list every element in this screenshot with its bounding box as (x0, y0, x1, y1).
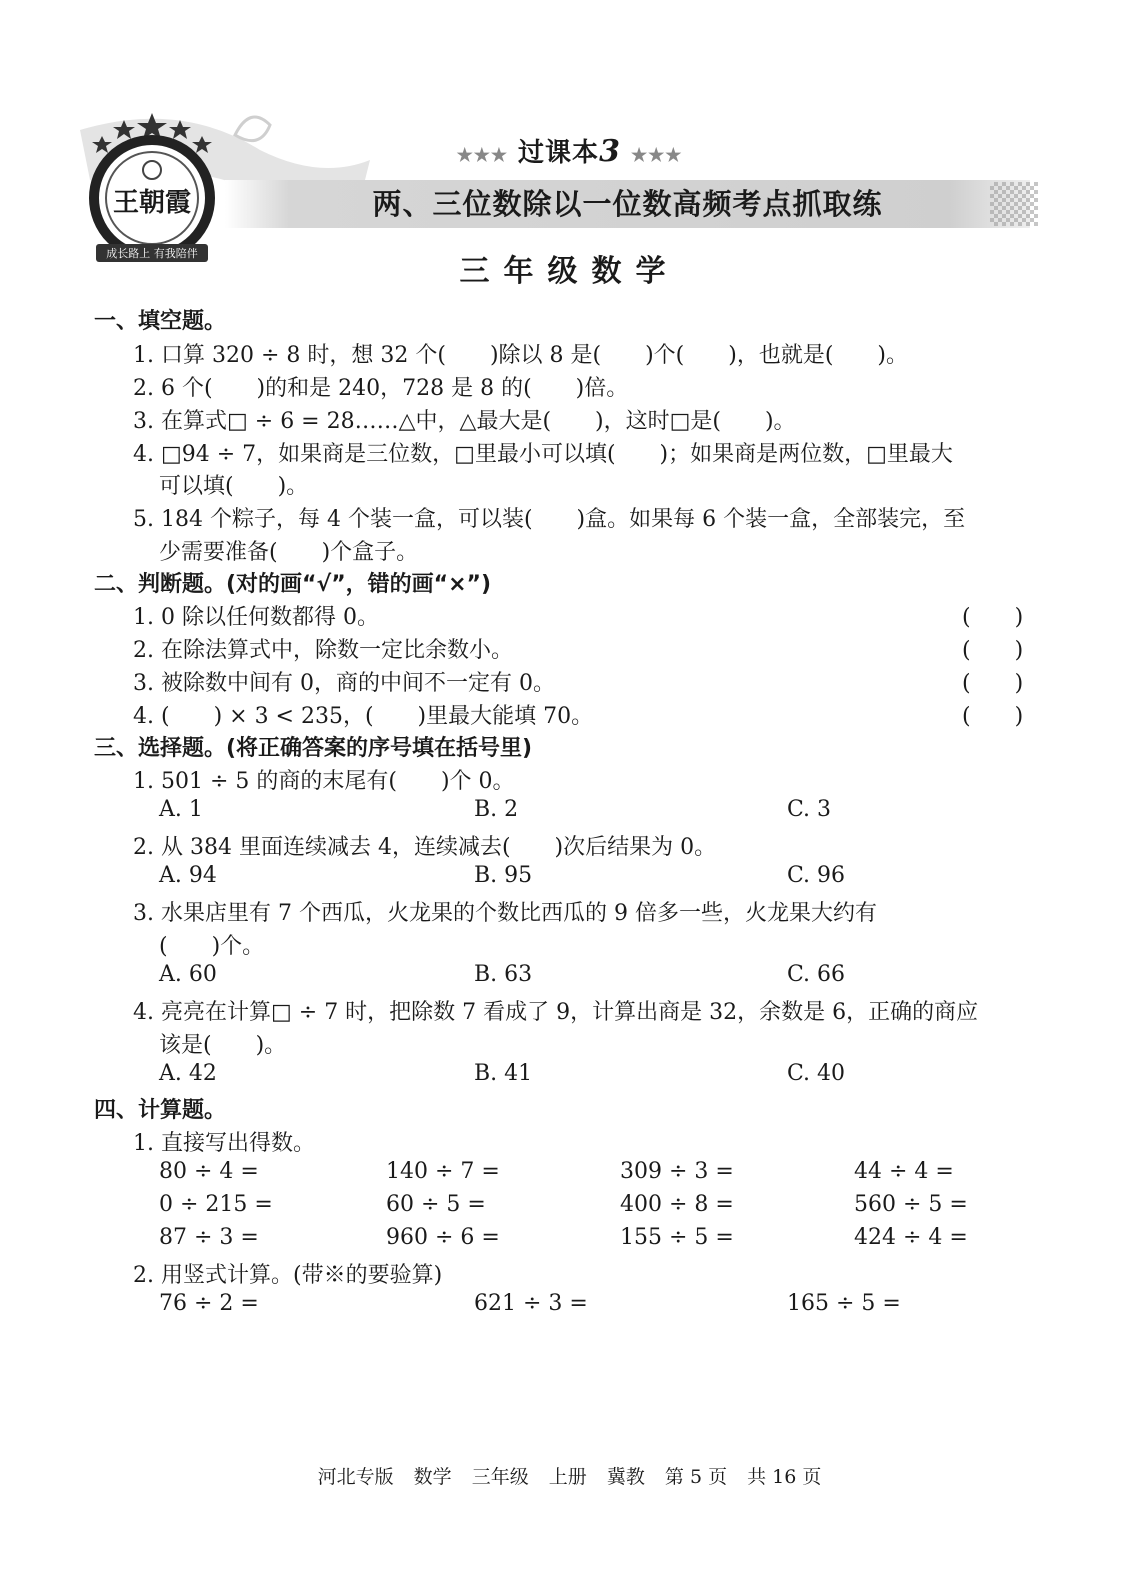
judge-answer-bracket-1: ( ) (962, 605, 1024, 630)
calc-item: 87 ÷ 3 = (159, 1225, 259, 1250)
judge-question-3: 3. 被除数中间有 0，商的中间不一定有 0。 (133, 671, 555, 696)
vertical-calc-item: 76 ÷ 2 = (159, 1291, 259, 1316)
subject-title: 三年级数学 (459, 254, 680, 289)
choice-question-3: 3. 水果店里有 7 个西瓜，火龙果的个数比西瓜的 9 倍多一些，火龙果大约有 (133, 901, 877, 926)
section3-heading: 三、选择题。(将正确答案的序号填在括号里) (94, 736, 533, 761)
section4-heading: 四、计算题。 (94, 1098, 227, 1123)
series-title-text: 过课本 (518, 138, 600, 168)
footer-grade: 三年级 (471, 1466, 529, 1488)
choice-question-1: 1. 501 ÷ 5 的商的末尾有( )个 0。 (133, 769, 515, 794)
judge-question-2: 2. 在除法算式中，除数一定比余数小。 (133, 638, 513, 663)
judge-answer-bracket-2: ( ) (962, 638, 1024, 663)
calc-item: 44 ÷ 4 = (854, 1159, 954, 1184)
fill-question-4-cont: 可以填( )。 (159, 474, 309, 499)
footer-publisher: 冀教 (606, 1466, 645, 1488)
fill-question-3: 3. 在算式□ ÷ 6 = 28……△中，△最大是( )，这时□是( )。 (133, 409, 796, 434)
choice-question-2: 2. 从 384 里面连续减去 4，连续减去( )次后结果为 0。 (133, 835, 717, 860)
calc-sub2-heading: 2. 用竖式计算。(带※的要验算) (133, 1263, 443, 1288)
logo-brand-text: 王朝霞 (112, 188, 191, 218)
calc-item: 0 ÷ 215 = (159, 1192, 273, 1217)
judge-answer-bracket-4: ( ) (962, 704, 1024, 729)
choice-3-option-c: C. 66 (787, 962, 846, 987)
fill-question-4: 4. □94 ÷ 7，如果商是三位数，□里最小可以填( )；如果商是两位数，□里最大 (133, 442, 953, 467)
calc-item: 155 ÷ 5 = (620, 1225, 734, 1250)
choice-4-option-a: A. 42 (159, 1061, 217, 1086)
logo-motto: 成长路上 有我陪伴 (106, 247, 198, 260)
choice-2-option-c: C. 96 (787, 863, 846, 888)
choice-2-option-a: A. 94 (159, 863, 217, 888)
choice-question-4: 4. 亮亮在计算□ ÷ 7 时，把除数 7 看成了 9，计算出商是 32，余数是 6，正确的商应 (133, 1000, 979, 1025)
stars-right-icon: ★★★ (631, 145, 683, 166)
calc-item: 960 ÷ 6 = (386, 1225, 500, 1250)
calc-item: 400 ÷ 8 = (620, 1192, 734, 1217)
fill-question-5-cont: 少需要准备( )个盒子。 (159, 540, 419, 565)
choice-1-option-a: A. 1 (159, 797, 203, 822)
footer-page-total: 共 16 页 (747, 1466, 822, 1488)
vertical-calc-item: 621 ÷ 3 = (474, 1291, 588, 1316)
calc-item: 560 ÷ 5 = (854, 1192, 968, 1217)
choice-question-4-cont: 该是( )。 (159, 1033, 287, 1058)
page-footer (0, 1462, 1139, 1489)
choice-4-option-b: B. 41 (474, 1061, 533, 1086)
choice-question-3-cont: ( )个。 (159, 934, 265, 959)
calc-item: 80 ÷ 4 = (159, 1159, 259, 1184)
section1-heading: 一、填空题。 (94, 309, 227, 334)
calc-item: 309 ÷ 3 = (620, 1159, 734, 1184)
fill-question-1: 1. 口算 320 ÷ 8 时，想 32 个( )除以 8 是( )个( )，也就是( )。 (133, 343, 909, 368)
choice-1-option-b: B. 2 (474, 797, 519, 822)
calc-item: 60 ÷ 5 = (386, 1192, 486, 1217)
series-title (0, 132, 1139, 169)
vertical-calc-item: 165 ÷ 5 = (787, 1291, 901, 1316)
main-title: 两、三位数除以一位数高频考点抓取练 (372, 187, 883, 221)
footer-page-number: 第 5 页 (664, 1466, 728, 1488)
stars-left-icon: ★★★ (456, 145, 508, 166)
section2-heading: 二、判断题。(对的画“√”，错的画“×”) (94, 572, 492, 597)
choice-3-option-a: A. 60 (159, 962, 217, 987)
choice-3-option-b: B. 63 (474, 962, 533, 987)
judge-question-4: 4. ( ) × 3 < 235，( )里最大能填 70。 (133, 704, 594, 729)
calc-item: 140 ÷ 7 = (386, 1159, 500, 1184)
choice-1-option-c: C. 3 (787, 797, 832, 822)
judge-answer-bracket-3: ( ) (962, 671, 1024, 696)
footer-edition: 河北专版 (317, 1466, 394, 1488)
calc-item: 424 ÷ 4 = (854, 1225, 968, 1250)
choice-4-option-c: C. 40 (787, 1061, 846, 1086)
footer-volume: 上册 (548, 1466, 587, 1488)
judge-question-1: 1. 0 除以任何数都得 0。 (133, 605, 379, 630)
footer-subject: 数学 (413, 1466, 452, 1488)
fill-question-2: 2. 6 个( )的和是 240，728 是 8 的( )倍。 (133, 376, 629, 401)
series-number: 3 (599, 134, 621, 169)
choice-2-option-b: B. 95 (474, 863, 533, 888)
fill-question-5: 5. 184 个粽子，每 4 个装一盒，可以装( )盒。如果每 6 个装一盒，全部装完，至 (133, 507, 966, 532)
calc-sub1-heading: 1. 直接写出得数。 (133, 1131, 315, 1156)
